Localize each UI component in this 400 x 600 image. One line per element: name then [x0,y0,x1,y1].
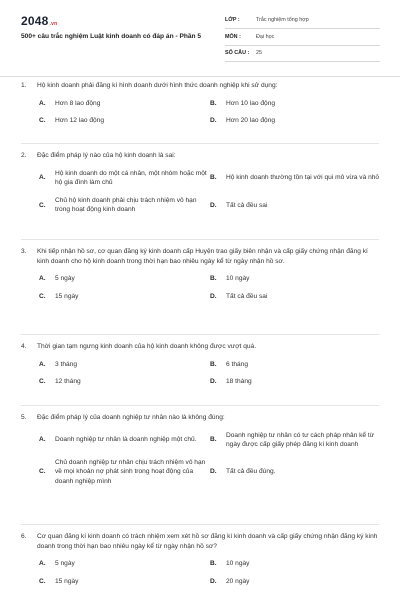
option-letter: A. [39,560,46,568]
option-text: Chủ hộ kinh doanh phải chịu trách nhiệm vô hạn trong hoạt động kinh doanh [55,196,197,214]
option-letter: C. [39,201,46,209]
logo-suffix: .vn [49,21,58,27]
option-text: Tất cả đều sai [226,201,268,209]
info-label: LỚP : [225,17,240,23]
question-3 [21,247,381,309]
info-row-subject [225,31,380,46]
option-d[interactable] [210,196,381,215]
option-letter: A. [39,436,46,444]
option-c[interactable] [39,292,210,302]
info-value: Trắc nghiệm tổng hợp [256,17,309,23]
option-c[interactable] [39,196,210,215]
option-c[interactable] [39,577,210,587]
option-letter: B. [210,99,217,107]
option-d[interactable] [210,116,381,126]
question-text: Đặc điểm pháp lý của doanh nghiệp tư nhân nào là không đúng: [37,414,225,421]
question-number: 3. [21,248,27,255]
answer-options [39,99,381,126]
option-a[interactable] [39,559,210,569]
option-text: Chủ doanh nghiệp tư nhân chịu trách nhiệm vô hạn về mọi khoản nợ phát sinh trong hoạt động của doanh nghiệp mình [55,458,206,485]
option-letter: B. [210,275,217,283]
option-text: Doanh nghiệp tư nhân có tư cách pháp nhân kể từ ngày được cấp giấy phép đăng kí kinh doanh [226,431,375,449]
info-row-class [225,14,380,29]
option-letter: D. [210,117,217,125]
question-2 [21,151,381,223]
question-divider [21,239,379,240]
option-text: 6 tháng [226,360,248,368]
option-c[interactable] [39,458,210,487]
option-letter: C. [39,292,46,300]
option-text: 20 ngày [226,577,250,585]
question-number: 1. [21,82,27,89]
info-label: SỐ CÂU : [225,50,250,56]
option-text: Tất cả đều đúng. [226,468,276,476]
option-text: 5 ngày [55,560,75,568]
option-letter: C. [39,378,46,386]
option-letter: B. [210,436,217,444]
option-d[interactable] [210,377,381,387]
answer-options [39,274,381,301]
option-text: Hơn 10 lao động [226,99,276,107]
option-letter: B. [210,174,217,182]
option-b[interactable] [210,99,381,109]
question-number: 5. [21,414,27,421]
option-text: 12 tháng [55,378,81,386]
option-letter: D. [210,468,217,476]
info-label: MÔN : [225,34,241,40]
option-b[interactable] [210,274,381,284]
option-text: Hộ kinh doanh thường tồn tại với qui mô vừa và nhỏ [226,174,380,182]
option-a[interactable] [39,99,210,109]
question-4 [21,342,381,395]
question-text: Khi tiếp nhận hồ sơ, cơ quan đăng ký kinh doanh cấp Huyện trao giấy biên nhận và cấp giấy chứng nhận đăng kí kinh doanh cho hộ kinh doanh trong thời hạn bao nhiêu ngày kể từ ngày nhận hồ sơ. [37,248,368,265]
answer-options [39,360,381,387]
answer-options [39,431,381,487]
option-text: 10 ngày [226,275,250,283]
question-divider [21,405,379,406]
question-text: Hộ kinh doanh phải đăng kí hình doanh dưới hình thức doanh nghiệp khi sử dụng: [37,82,278,89]
option-text: Hộ kinh doanh do một cá nhân, một nhóm hoặc một hộ gia đình làm chủ [55,169,207,187]
option-b[interactable] [210,431,381,450]
question-divider [21,334,379,335]
option-text: 15 ngày [55,577,79,585]
option-letter: B. [210,560,217,568]
question-divider [21,143,379,144]
option-c[interactable] [39,377,210,387]
option-text: 18 tháng [226,378,252,386]
option-text: 3 tháng [55,360,77,368]
question-number: 2. [21,152,27,159]
option-a[interactable] [39,431,210,450]
option-text: 10 ngày [226,560,250,568]
option-a[interactable] [39,274,210,284]
option-text: Tất cả đều sai [226,292,268,300]
option-text: 15 ngày [55,292,79,300]
page-title: 500+ câu trắc nghiệm Luật kinh doanh có đáp án - Phần 5 [21,33,202,40]
logo-text: 2048 [21,14,49,28]
option-d[interactable] [210,292,381,302]
question-divider [21,524,379,525]
option-b[interactable] [210,360,381,370]
option-letter: B. [210,360,217,368]
option-letter: C. [39,117,46,125]
option-d[interactable] [210,577,381,587]
answer-options [39,169,381,215]
option-letter: C. [39,468,46,476]
option-text: Hơn 20 lao động [226,117,276,125]
site-logo[interactable] [21,14,57,28]
question-text: Cơ quan đăng kí kinh doanh có trách nhiệm xem xét hồ sơ đăng kí kinh doanh và cấp giấy chứng nhận đăng ký kinh doanh trong thời hạn bao nhiêu ngày kể từ ngày nhận hồ sơ? [37,533,378,550]
question-5 [21,413,381,495]
option-text: Hơn 12 lao động [55,117,105,125]
option-b[interactable] [210,559,381,569]
option-letter: D. [210,378,217,386]
option-letter: D. [210,577,217,585]
option-a[interactable] [39,169,210,188]
question-1 [21,81,381,134]
answer-options [39,559,381,586]
option-c[interactable] [39,116,210,126]
question-text: Thời gian tạm ngưng kinh doanh của hộ kinh doanh không được vượt quá. [37,343,257,350]
info-row-count [225,47,380,62]
option-letter: A. [39,360,46,368]
question-number: 6. [21,533,27,540]
option-text: 5 ngày [55,275,75,283]
info-value: Đại học [256,34,275,40]
option-d[interactable] [210,458,381,487]
info-value: 25 [256,50,262,56]
option-letter: C. [39,577,46,585]
option-text: Hơn 8 lao động [55,99,101,107]
option-letter: A. [39,99,46,107]
header [0,0,400,68]
option-letter: A. [39,275,46,283]
option-b[interactable] [210,169,381,188]
question-text: Đặc điểm pháp lý nào của hộ kinh doanh là sai: [37,152,176,159]
option-letter: D. [210,201,217,209]
header-divider [0,76,400,77]
option-text: Doanh nghiệp tư nhân là doanh nghiệp một chủ. [55,436,197,444]
option-letter: A. [39,174,46,182]
option-letter: D. [210,292,217,300]
option-a[interactable] [39,360,210,370]
question-6 [21,532,381,594]
question-number: 4. [21,343,27,350]
